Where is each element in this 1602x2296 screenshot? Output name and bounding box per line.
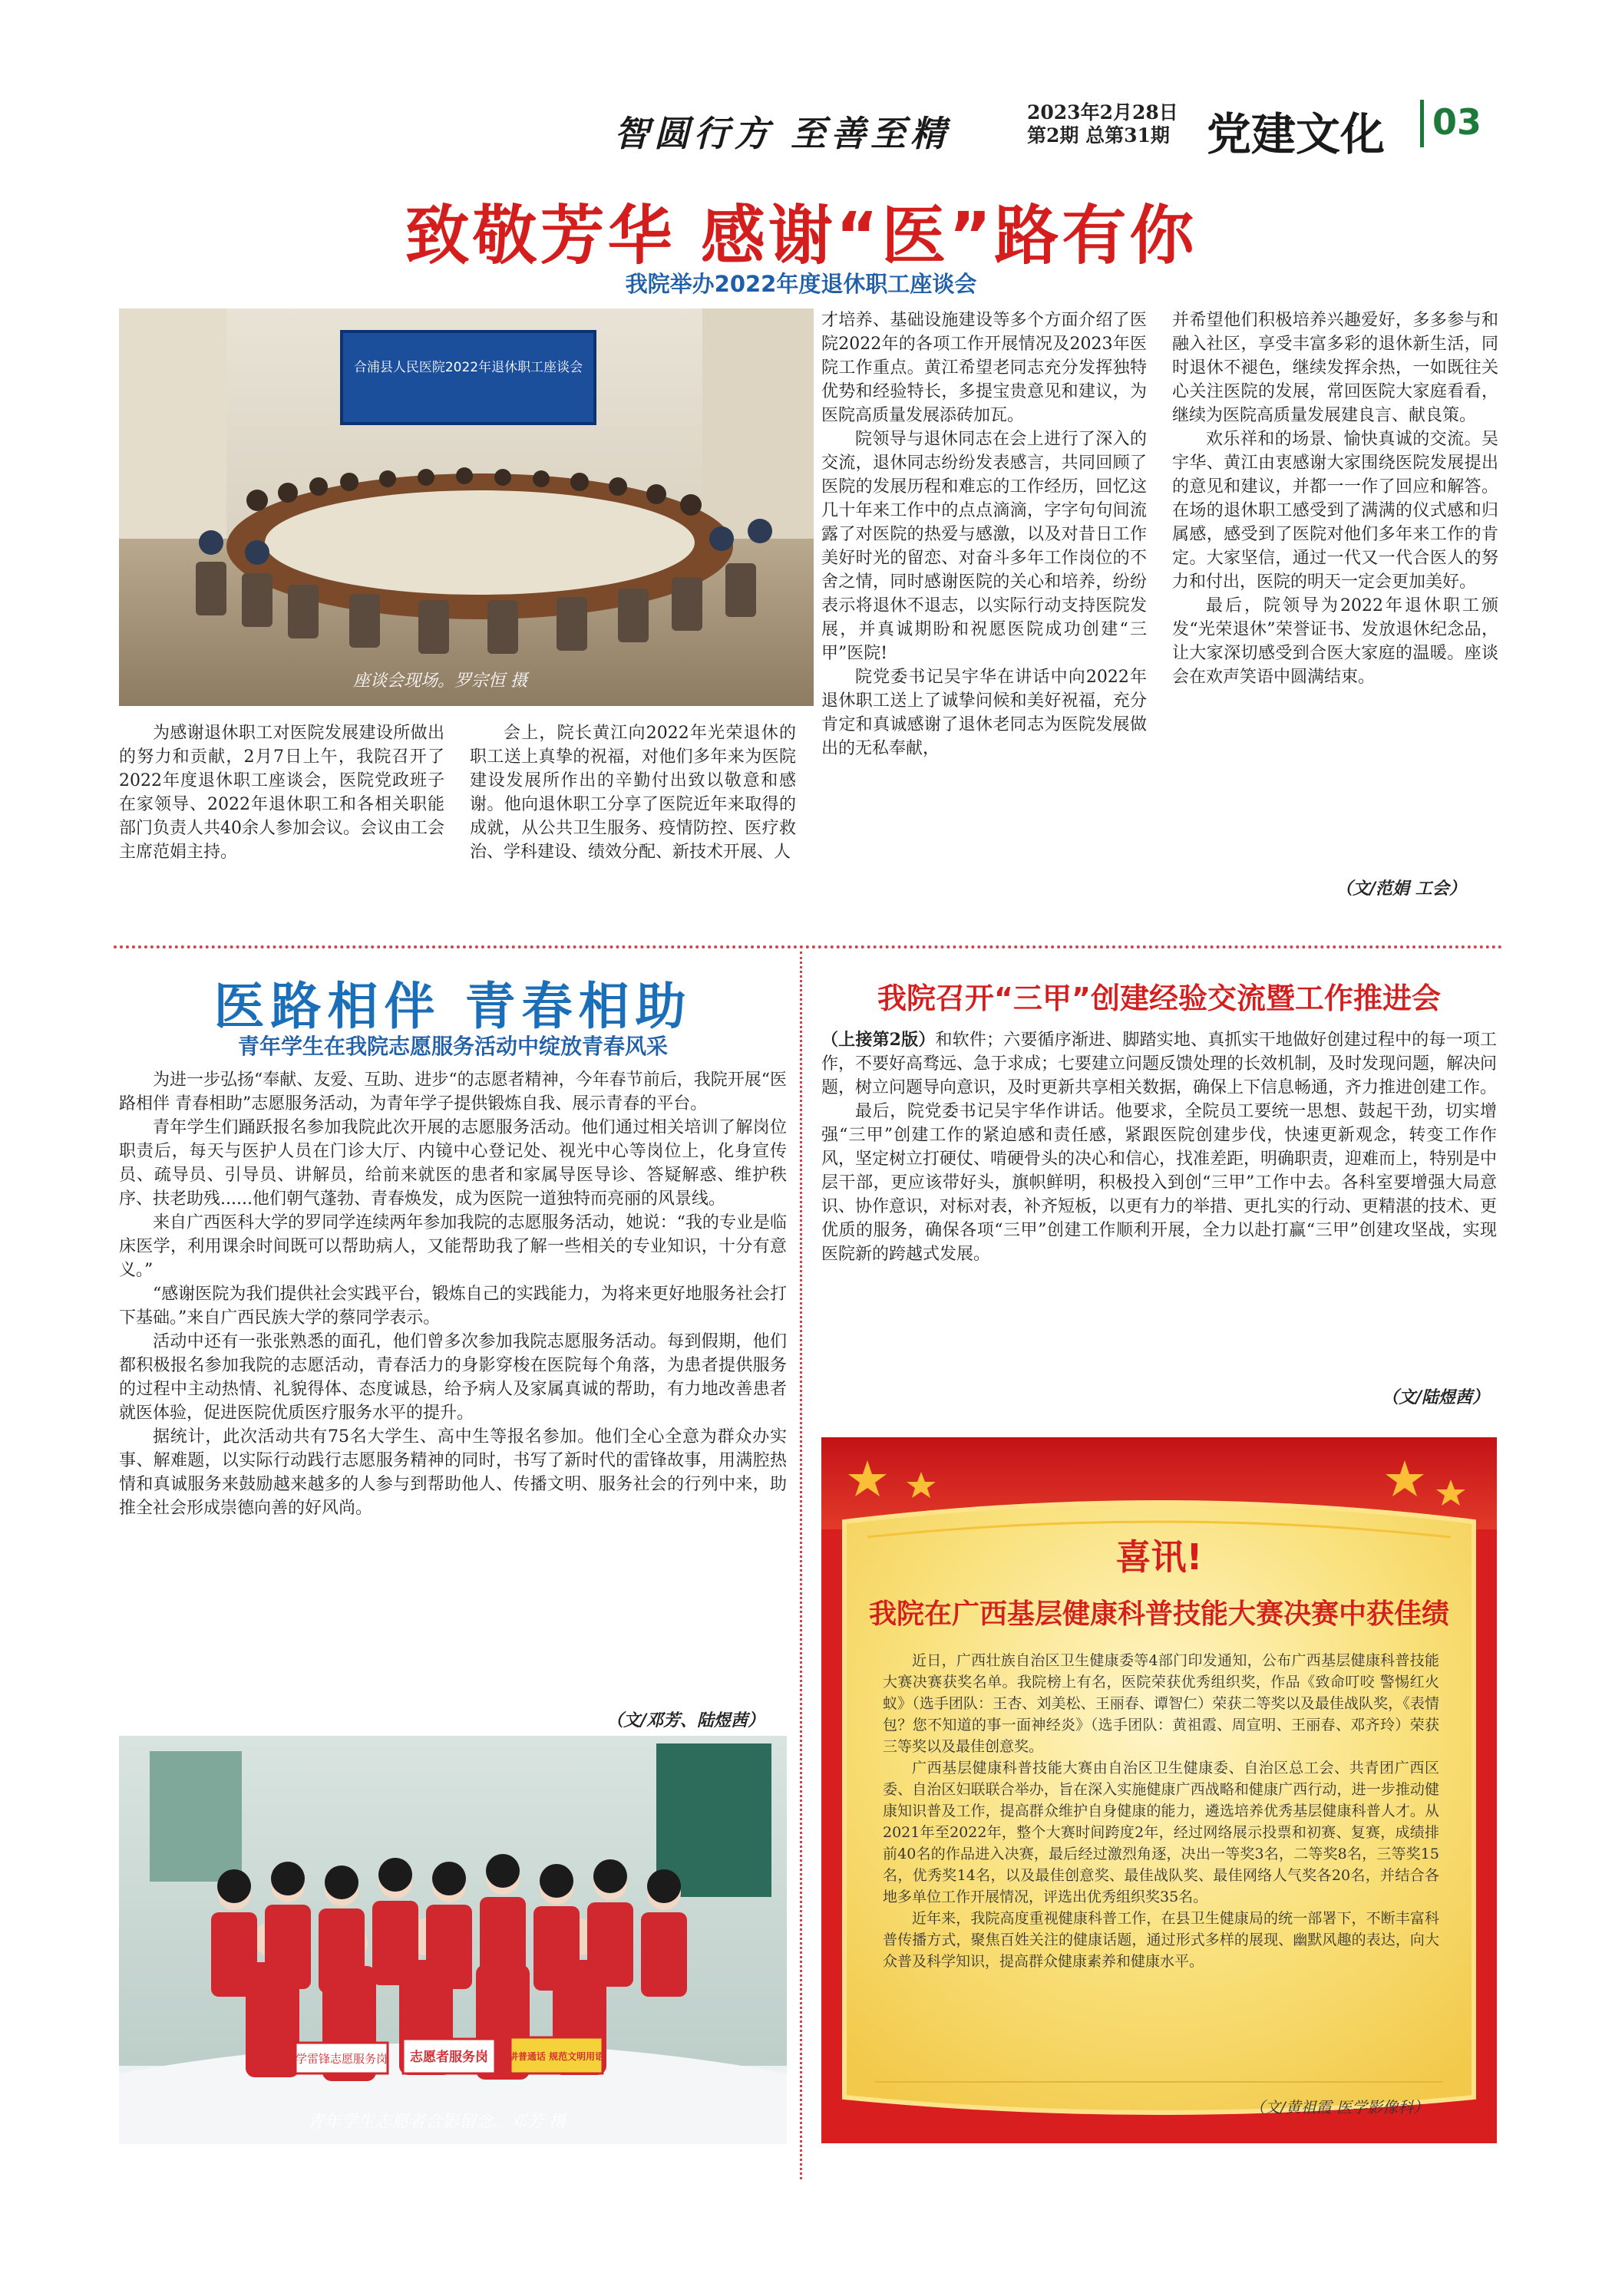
paragraph: 院党委书记吴宇华在讲话中向2022年退休职工送上了诚挚问候和美好祝福，充分肯定和真诚感谢了退休老同志为医院发展做出的无私奉献， <box>821 668 1147 758</box>
article1-photo-caption: 座谈会现场。罗宗恒 摄 <box>353 671 527 691</box>
sign-lei-feng: 学雷锋志愿服务岗 <box>295 2052 388 2066</box>
masthead-date <box>1027 101 1178 147</box>
award-poster-author: （文/黄祖霞 医学影像科） <box>1250 2098 1429 2116</box>
paragraph-text: 和软件；六要循序渐进、脚踏实地、真抓实干地做好创建过程中的每一项工作，不要好高骛远、急于求成；七要建立问题反馈处理的长效机制，及时发现问题，解决问题，树立问题导向意识，及时更新共享相关数据，确保上下信息畅通，齐力推进创建工作。 <box>821 1031 1498 1097</box>
article2-headline: 医路相伴 青春相助 <box>213 977 692 1036</box>
volunteers-photo <box>119 1736 787 2144</box>
paragraph: 据统计，此次活动共有75名大学生、高中生等报名参加。他们全心全意为群众办实事、解难题，以实际行动践行志愿服务精神的同时，书写了新时代的雷锋故事，用满腔热情和真诚服务来鼓励越来越多的人参与到帮助他人、传播文明、服务社会的行列中来，助推全社会形成崇德向善的好风尚。 <box>119 1427 787 1518</box>
article1-column-4 <box>1172 308 1498 689</box>
article1-headline: 致敬芳华 感谢“医”路有你 <box>405 198 1197 273</box>
paragraph: 院领导与退休同志在会上进行了深入的交流，退休同志纷纷发表感言，共同回顾了医院的发展历程和难忘的工作经历，回忆这几十年来工作中的点点滴滴，字字句句间流露了对医院的热爱与感激，以及对昔日工作美好时光的留恋、对奋斗多年工作岗位的不舍之情，同时感谢医院的关心和培养，纷纷表示将退休不退志，以实际行动支持医院发展，并真诚期盼和祝愿医院成功创建“三甲”医院! <box>821 430 1147 663</box>
sign-volunteer-post: 志愿者服务岗 <box>410 2050 488 2065</box>
meeting-banner-text: 合浦县人民医院2022年退休职工座谈会 <box>353 360 583 375</box>
article2-author: （文/邓芳、陆煜茜） <box>606 1710 765 1730</box>
paragraph: 欢乐祥和的场景、愉快真诚的交流。吴宇华、黄江由衷感谢大家围绕医院发展提出的意见和建议，并都一一作了回应和解答。在场的退休职工感受到了满满的仪式感和归属感，感受到了医院对他们多年来工作的肯定。大家坚信，通过一代又一代合医人的努力和付出，医院的明天一定会更加美好。 <box>1172 430 1498 592</box>
issue-date: 2023年2月28日 <box>1027 101 1178 124</box>
paragraph: 才培养、基础设施建设等多个方面介绍了医院2022年的各项工作开展情况及2023年医院工作重点。黄江希望老同志充分发挥独特优势和经验特长，多提宝贵意见和建议，为医院高质量发展添砖加瓦。 <box>821 311 1147 425</box>
page-number: 03 <box>1432 101 1482 143</box>
award-poster-subtitle: 我院在广西基层健康科普技能大赛决赛中获佳绩 <box>868 1598 1449 1630</box>
paragraph: 青年学生们踊跃报名参加我院此次开展的志愿服务活动。他们通过相关培训了解岗位职责后，每天与医护人员在门诊大厅、内镜中心登记处、视光中心等岗位上，化身宣传员、疏导员、引导员、讲解员，给前来就医的患者和家属导医导诊、答疑解惑、维护秩序、扶老助残......他们朝气蓬勃、青春焕发，成为医院一道独特而亮丽的风景线。 <box>119 1118 787 1209</box>
issue-number: 第2期 总第31期 <box>1027 124 1170 147</box>
article2-body <box>119 1068 787 1520</box>
paragraph: 最后，院党委书记吴宇华作讲话。他要求，全院员工要统一思想、鼓起干劲，切实增强“三甲”创建工作的紧迫感和责任感，紧跟医院创建步伐，快速更新观念，转变工作作风，坚定树立打硬仗、啃硬骨头的决心和信心，找准差距，明确职责，迎难而上，特别是中层干部，更应该带好头，旗帜鲜明，积极投入到创“三甲”工作中去。各科室要增强大局意识、协作意识，对标对表，补齐短板，以更有力的举措、更扎实的行动、更精湛的技术、更优质的服务，确保各项“三甲”创建工作顺利开展，全力以赴打赢“三甲”创建攻坚战，实现医院新的跨越式发展。 <box>821 1102 1498 1264</box>
continued-note: （上接第2版） <box>821 1030 936 1050</box>
paragraph: “感谢医院为我们提供社会实践平台，锻炼自己的实践能力，为将来更好地服务社会打下基础。”来自广西民族大学的蔡同学表示。 <box>119 1285 787 1328</box>
article1-subheadline: 我院举办2022年度退休职工座谈会 <box>625 271 977 297</box>
paragraph: 最后，院领导为2022年退休职工颁发“光荣退休”荣誉证书、发放退休纪念品，让大家深切感受到合医大家庭的温暖。座谈会在欢声笑语中圆满结束。 <box>1172 596 1498 687</box>
masthead-motto: 智圆行方 至善至精 <box>614 113 951 154</box>
paragraph: 近日，广西壮族自治区卫生健康委等4部门印发通知，公布广西基层健康科普技能大赛决赛获奖名单。我院榜上有名，医院荣获优秀组织奖，作品《致命叮咬 警惕红火蚁》（选手团队：王杏、刘美松、王丽春、谭智仁）荣获二等奖以及最佳战队奖，《表情包？您不知道的事一面神经炎》（选手团队：黄祖霞、周宣明、王丽春、邓齐玲）荣获三等奖以及最佳创意奖。 <box>883 1652 1439 1755</box>
article2-photo-caption: 青年学生志愿者合影留念。邓芳 摄 <box>307 2113 566 2132</box>
article1-column-3 <box>821 308 1147 760</box>
award-poster-title: 喜讯! <box>1115 1536 1203 1578</box>
paragraph: 并希望他们积极培养兴趣爱好，多多参与和融入社区，享受丰富多彩的退休新生活，同时退休不褪色，继续发挥余热，一如既往关心关注医院的发展，常回医院大家庭看看，继续为医院高质量发展建良言、献良策。 <box>1172 311 1498 425</box>
article3-author: （文/陆煜茜） <box>1382 1387 1490 1407</box>
paragraph: 会上，院长黄江向2022年光荣退休的职工送上真挚的祝福，对他们多年来为医院建设发展所作出的辛勤付出致以敬意和感谢。他向退休职工分享了医院近年来取得的成就，从公共卫生服务、疫情防控、医疗救治、学科建设、绩效分配、新技术开展、人 <box>470 724 796 862</box>
article3-headline: 我院召开“三甲”创建经验交流暨工作推进会 <box>877 981 1441 1015</box>
section-divider <box>114 945 1503 948</box>
sign-mandarin: 讲普通话 规范文明用语 <box>508 2051 605 2062</box>
paragraph: 活动中还有一张张熟悉的面孔，他们曾多次参加我院志愿服务活动。每到假期，他们都积极报名参加我院的志愿活动，青春活力的身影穿梭在医院每个角落，为患者提供服务的过程中主动热情、礼貌得体、态度诚恳，给予病人及家属真诚的帮助，有力地改善患者就医体验，促进医院优质医疗服务水平的提升。 <box>119 1332 787 1423</box>
paragraph: 来自广西医科大学的罗同学连续两年参加我院的志愿服务活动，她说：“我的专业是临床医学，利用课余时间既可以帮助病人，又能帮助我了解一些相关的专业知识，十分有意义。” <box>119 1213 787 1280</box>
article1-photo <box>119 308 814 706</box>
article1-column-1 <box>119 721 444 864</box>
paragraph <box>821 1028 1497 1100</box>
paragraph: 为感谢退休职工对医院发展建设所做出的努力和贡献，2月7日上午，我院召开了2022年度退休职工座谈会，医院党政班子在家领导、2022年退休职工和各相关职能部门负责人共40余人参加会议。会议由工会主席范娟主持。 <box>119 724 444 862</box>
award-poster-body <box>883 1650 1439 1972</box>
article3-body <box>821 1028 1497 1266</box>
column-divider <box>800 952 802 2179</box>
article1-author: （文/范娟 工会） <box>1336 879 1466 899</box>
section-title: 党建文化 <box>1207 108 1386 160</box>
paragraph: 广西基层健康科普技能大赛由自治区卫生健康委、自治区总工会、共青团广西区委、自治区妇联联合举办，旨在深入实施健康广西战略和健康广西行动，进一步推动健康知识普及工作，提高群众维护自身健康的能力，遴选培养优秀基层健康科普人才。从2021年至2022年，整个大赛时间跨度2年，经过网络展示投票和初赛、复赛，成绩排前40名的作品进入决赛，最后经过激烈角逐，决出一等奖3名，二等奖8名，三等奖15名，优秀奖14名，以及最佳创意奖、最佳战队奖、最佳网络人气奖各20名，并结合各地多单位工作开展情况，评选出优秀组织奖35名。 <box>883 1760 1439 1905</box>
masthead-divider <box>1420 100 1424 147</box>
meeting-room-photo <box>119 308 814 706</box>
paragraph: 为进一步弘扬“奉献、友爱、互助、进步“的志愿者精神，今年春节前后，我院开展“医路相伴 青春相助”志愿服务活动，为青年学子提供锻炼自我、展示青春的平台。 <box>119 1070 787 1113</box>
article2-subheadline: 青年学生在我院志愿服务活动中绽放青春风采 <box>237 1034 668 1059</box>
article2-photo <box>119 1736 787 2144</box>
paragraph: 近年来，我院高度重视健康科普工作，在县卫生健康局的统一部署下，不断丰富科普传播方式，聚焦百姓关注的健康话题，通过形式多样的展现、幽默风趣的表达，向大众普及科学知识，提高群众健康素养和健康水平。 <box>883 1910 1439 1970</box>
article1-column-2 <box>470 721 796 864</box>
